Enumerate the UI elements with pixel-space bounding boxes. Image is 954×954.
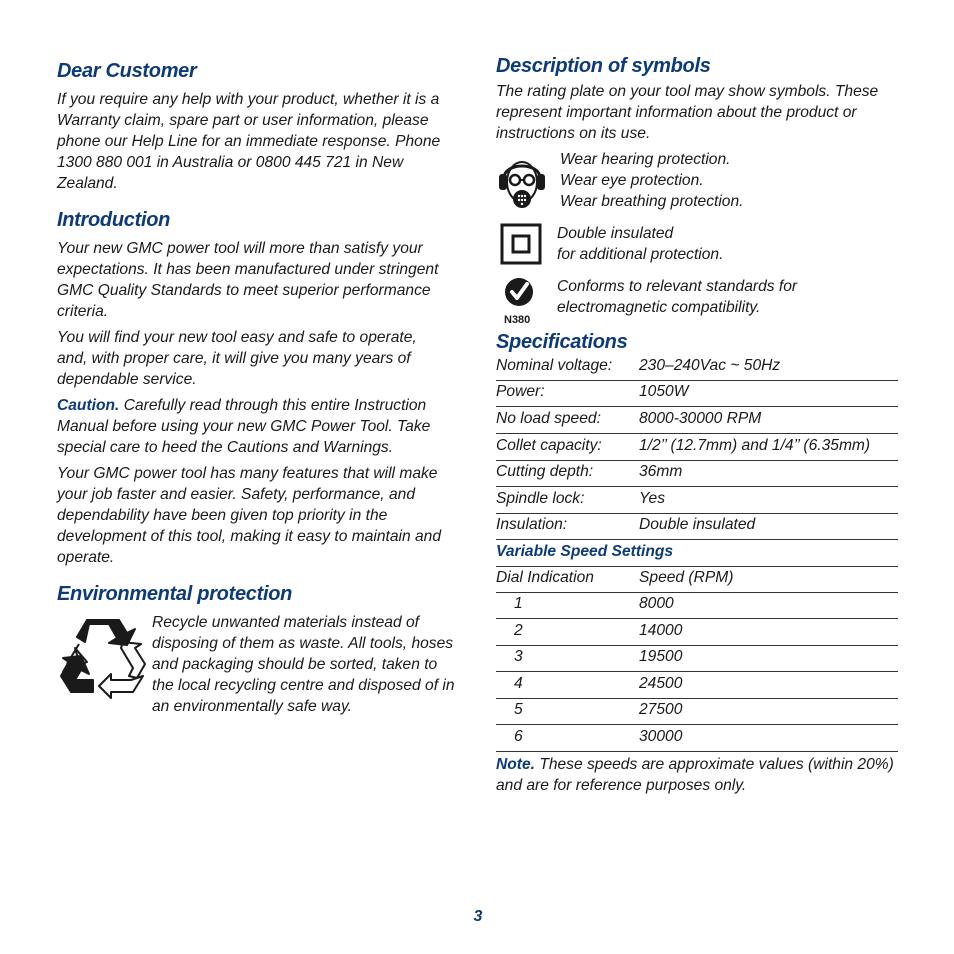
note-label: Note.	[496, 756, 535, 773]
ppe-line-3: Wear breathing protection.	[560, 193, 744, 210]
table-row	[496, 592, 898, 619]
table-row	[496, 725, 898, 752]
caution-paragraph	[57, 395, 449, 458]
speed-value: 8000	[639, 595, 674, 612]
hearing-eye-breathing-protection-icon	[498, 154, 546, 212]
specifications-heading: Specifications	[496, 331, 628, 353]
speed-header: Speed (RPM)	[639, 569, 734, 586]
ppe-line-1: Wear hearing protection.	[560, 151, 731, 168]
dial-value: 5	[514, 701, 523, 718]
dial-value: 3	[514, 648, 523, 665]
dial-value: 2	[514, 622, 523, 639]
spec-label: Cutting depth:	[496, 463, 594, 480]
emc-code: N380	[504, 314, 531, 326]
spec-label: Collet capacity:	[496, 437, 602, 454]
introduction-heading: Introduction	[57, 209, 171, 231]
note-paragraph	[496, 754, 896, 796]
spec-value: 1/2’’ (12.7mm) and 1/4’’ (6.35mm)	[639, 437, 871, 454]
speed-value: 24500	[639, 675, 683, 692]
spec-label: Spindle lock:	[496, 490, 585, 507]
spec-value: 36mm	[639, 463, 683, 480]
spec-row	[496, 460, 898, 487]
note-text: These speeds are approximate values (within 20%) and are for reference purposes only.	[496, 756, 894, 794]
table-row	[496, 619, 898, 646]
table-row	[496, 672, 898, 699]
double-insulated-line-2: for additional protection.	[557, 246, 724, 263]
recycle-icon	[59, 618, 147, 702]
speed-value: 19500	[639, 648, 683, 665]
table-row	[496, 645, 898, 672]
dear-customer-heading: Dear Customer	[57, 60, 197, 82]
table-row	[496, 698, 898, 725]
spec-value: Yes	[639, 490, 666, 507]
spec-value: Double insulated	[639, 516, 756, 533]
spec-row	[496, 513, 898, 540]
emc-tick-icon	[504, 277, 534, 307]
spec-row	[496, 487, 898, 514]
caution-text: Carefully read through this entire Instruction Manual before using your new GMC Power Tool. Take special care to heed the Cautions and Warnings.	[57, 397, 431, 456]
spec-label: No load speed:	[496, 410, 601, 427]
environmental-heading: Environmental protection	[57, 583, 293, 605]
introduction-paragraph-1: Your new GMC power tool will more than satisfy your expectations. It has been manufactured under stringent GMC Quality Standards to meet superior performance criteria.	[57, 240, 439, 320]
spec-label: Nominal voltage:	[496, 357, 613, 374]
spec-value: 8000-30000 RPM	[639, 410, 762, 427]
spec-label: Insulation:	[496, 516, 568, 533]
dial-value: 6	[514, 728, 523, 745]
emc-line-2: electromagnetic compatibility.	[557, 299, 761, 316]
symbols-heading: Description of symbols	[496, 55, 711, 77]
dial-header: Dial Indication	[496, 569, 594, 586]
spec-value: 1050W	[639, 383, 689, 400]
variable-speed-heading	[496, 540, 898, 567]
spec-label: Power:	[496, 383, 545, 400]
page-number: 3	[473, 908, 483, 925]
caution-label: Caution.	[57, 397, 120, 414]
double-insulated-line-1: Double insulated	[557, 225, 674, 242]
dear-customer-text: If you require any help with your product, whether it is a Warranty claim, spare part or user information, please phone our Help Line for an immediate response. Phone 1300 880 001 in Australia or 0800 445 721 in New Zealand.	[57, 91, 441, 192]
introduction-paragraph-4: Your GMC power tool has many features that will make your job faster and easier. Safety, performance, and dependability have been given top priority in the development of this tool, making it easy to maintain and operate.	[57, 465, 441, 566]
introduction-paragraph-2: You will find your new tool easy and safe to operate, and, with proper care, it will give you many years of dependable service.	[57, 329, 417, 388]
double-insulated-icon	[500, 223, 542, 265]
spec-row	[496, 407, 898, 434]
dial-value: 4	[514, 675, 523, 692]
spec-row	[496, 354, 898, 381]
emc-line-1: Conforms to relevant standards for	[557, 278, 798, 295]
speed-value: 14000	[639, 622, 683, 639]
symbols-intro: The rating plate on your tool may show symbols. These represent important information about the product or instructions on its use.	[496, 83, 879, 142]
speed-value: 30000	[639, 728, 683, 745]
spec-row	[496, 380, 898, 407]
spec-row	[496, 434, 898, 461]
dial-value: 1	[514, 595, 523, 612]
ppe-line-2: Wear eye protection.	[560, 172, 704, 189]
variable-speed-title: Variable Speed Settings	[496, 543, 674, 560]
speed-value: 27500	[639, 701, 683, 718]
spec-value: 230–240Vac ~ 50Hz	[639, 357, 781, 374]
variable-speed-header-row	[496, 566, 898, 593]
environmental-text: Recycle unwanted materials instead of disposing of them as waste. All tools, hoses and packaging should be sorted, taken to the local recycling centre and disposed of in an environmentally safe way.	[152, 614, 455, 715]
